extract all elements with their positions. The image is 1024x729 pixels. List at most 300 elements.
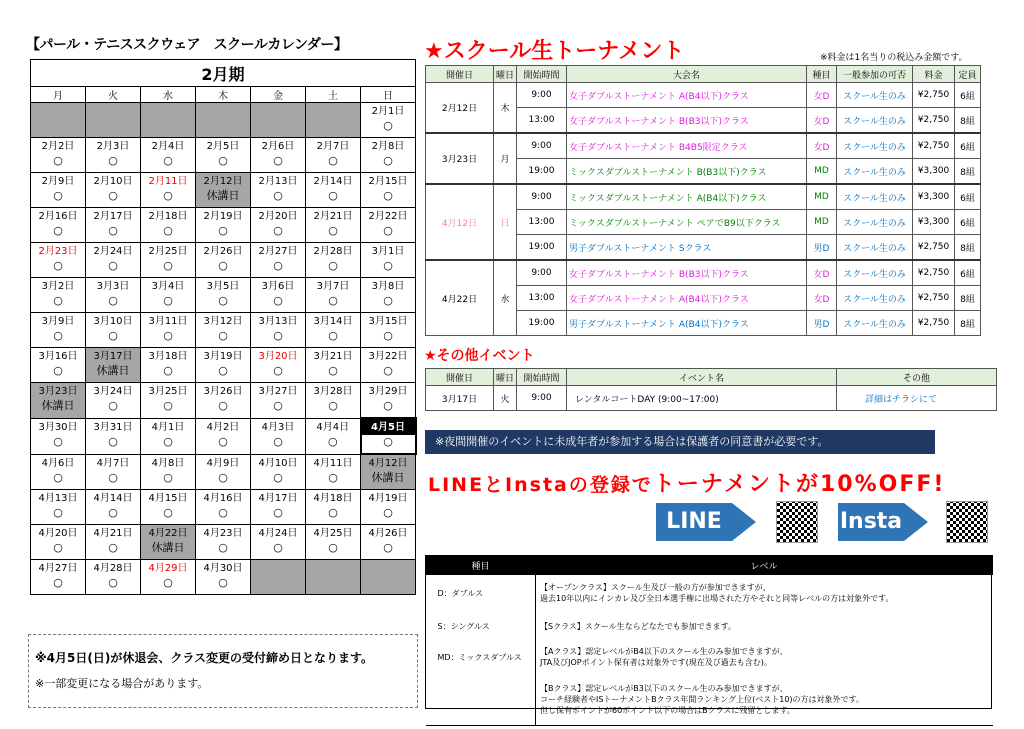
day-status: ○ (163, 364, 173, 377)
day-date: 3月17日 (93, 351, 133, 362)
calendar-day (86, 525, 141, 560)
day-date: 2月9日 (41, 176, 75, 187)
day-status: ○ (53, 154, 63, 167)
day-date: 4月10日 (258, 457, 298, 469)
day-date: 4月27日 (38, 563, 78, 574)
event-eligibility: スクール生のみ (837, 83, 913, 108)
day-status: ○ (218, 506, 228, 519)
document-title: 【パール・テニススクウェア スクールカレンダー】 (26, 37, 348, 53)
weekday-label: 火 (86, 87, 141, 103)
event-type: 男D (807, 311, 837, 336)
promo-banner (428, 467, 945, 498)
tournament-table (425, 65, 981, 336)
event-time: 9:00 (517, 184, 567, 210)
event-type: MD (807, 184, 837, 210)
event-fee: ¥2,750 (913, 286, 955, 311)
day-status: ○ (218, 224, 228, 237)
day-date: 4月3日 (261, 421, 295, 433)
day-status: ○ (108, 576, 118, 589)
event-name: ミックスダブルストーナメント ペアでB9以下クラス (567, 210, 807, 235)
calendar-day (361, 454, 416, 490)
other-event-row (426, 386, 997, 411)
calendar-week (31, 278, 416, 313)
day-status: ○ (273, 434, 283, 448)
level-description: 【オープンクラス】スクール生及び一般の方が参加できますが、 過去10年以内にインカレ及び全日本選手権に出場された方やそれと同等レベルの方は対象外です。 (540, 583, 894, 603)
day-status: ○ (218, 294, 228, 307)
calendar-day (31, 138, 86, 173)
event-date: 3月23日 (426, 133, 494, 184)
calendar-day (86, 173, 141, 208)
event-time: 9:00 (517, 133, 567, 159)
day-status: 休講日 (206, 189, 240, 202)
day-date: 3月8日 (371, 281, 405, 292)
calendar-day (251, 454, 306, 490)
tournament-col-header: 開始時間 (517, 66, 567, 83)
promo-text-a: LINEとInstaの登録で (428, 474, 653, 496)
day-date: 3月19日 (203, 351, 243, 362)
calendar-day (306, 208, 361, 243)
calendar-day (141, 418, 196, 454)
calendar-day (31, 173, 86, 208)
day-status: ○ (328, 470, 338, 484)
day-status: ○ (218, 329, 228, 342)
event-type: 女D (807, 83, 837, 108)
event-name: 男子ダブルストーナメント A(B4以下)クラス (567, 311, 807, 336)
level-kind: D：ダブルス (426, 575, 536, 612)
day-status: ○ (328, 259, 338, 272)
calendar-day (31, 208, 86, 243)
event-name: 女子ダブルストーナメント B(B3以下)クラス (567, 108, 807, 134)
day-date: 3月31日 (93, 421, 133, 433)
level-row (426, 673, 993, 726)
day-date: 4月26日 (368, 528, 408, 539)
calendar-day (141, 173, 196, 208)
note-deadline: ※4月5日(日)が休退会、クラス変更の受付締め日となります。 (35, 651, 374, 665)
tournament-col-header: 開催日 (426, 66, 494, 83)
calendar-day (361, 418, 416, 454)
day-status: ○ (53, 189, 63, 202)
day-date: 3月22日 (368, 351, 408, 362)
day-status: ○ (108, 434, 118, 448)
day-date: 3月10日 (93, 316, 133, 327)
event-fee: ¥2,750 (913, 133, 955, 159)
day-date: 2月16日 (38, 211, 78, 222)
insta-qr-code-icon[interactable] (946, 501, 988, 543)
event-weekday: 木 (494, 83, 517, 134)
day-date: 4月22日 (148, 528, 188, 539)
event-time: 13:00 (517, 210, 567, 235)
day-date: 3月21日 (313, 351, 353, 362)
calendar-day (31, 313, 86, 348)
day-date: 4月18日 (313, 493, 353, 504)
day-date: 4月28日 (93, 563, 133, 574)
day-status: ○ (108, 541, 118, 554)
day-date: 3月16日 (38, 351, 78, 362)
day-status: ○ (163, 506, 173, 519)
calendar-term: 2月期 (31, 60, 416, 87)
day-status: ○ (383, 189, 393, 202)
calendar-day (31, 383, 86, 419)
calendar-day (86, 418, 141, 454)
level-kind: MD：ミックスダブルス (426, 641, 536, 673)
day-date: 2月5日 (206, 141, 240, 152)
level-description: 【Bクラス】認定レベルがB3以下のスクール生のみ参加できますが、 コーチ経験者やISトーナメントBクラス年間ランキング上位(ベスト10)の方は対象外です。 但し保有ポイントが60ポイント以下の場合はBクラスに残留とします。 (536, 673, 993, 726)
event-time: 9:00 (517, 83, 567, 108)
calendar-empty-cell (306, 103, 361, 138)
level-description: 【Sクラス】スクール生ならどなたでも参加できます。 (540, 621, 737, 631)
calendar-day (31, 243, 86, 278)
day-date: 2月28日 (313, 246, 353, 257)
calendar-day (86, 383, 141, 419)
event-time: 19:00 (517, 311, 567, 336)
day-date: 3月27日 (258, 386, 298, 397)
day-date: 3月20日 (258, 351, 298, 362)
event-fee: ¥2,750 (913, 108, 955, 134)
calendar-week (31, 348, 416, 383)
tournament-col-header: 曜日 (494, 66, 517, 83)
day-status: ○ (218, 434, 228, 448)
event-name: 女子ダブルストーナメント B4B5限定クラス (567, 133, 807, 159)
calendar-day (86, 560, 141, 595)
calendar-empty-cell (86, 103, 141, 138)
day-date: 4月16日 (203, 493, 243, 504)
day-status: ○ (273, 294, 283, 307)
day-date: 2月25日 (148, 246, 188, 257)
calendar-week (31, 173, 416, 208)
event-type: 女D (807, 133, 837, 159)
weekday-label: 水 (141, 87, 196, 103)
day-status: ○ (328, 399, 338, 412)
day-date: 2月4日 (151, 141, 185, 152)
day-date: 2月24日 (93, 246, 133, 257)
calendar-day (196, 383, 251, 419)
day-date: 2月7日 (316, 141, 350, 152)
day-date: 3月30日 (38, 421, 78, 433)
day-status: ○ (218, 399, 228, 412)
calendar-empty-cell (141, 103, 196, 138)
day-date: 4月25日 (313, 528, 353, 539)
day-status: ○ (383, 329, 393, 342)
day-date: 4月1日 (151, 421, 185, 433)
event-capacity: 6組 (955, 184, 981, 210)
calendar-empty-cell (361, 560, 416, 595)
day-date: 4月24日 (258, 528, 298, 539)
day-status: ○ (383, 364, 393, 377)
day-status: ○ (328, 189, 338, 202)
day-status: ○ (108, 399, 118, 412)
calendar-notes (28, 634, 418, 708)
day-status: ○ (383, 119, 393, 132)
insta-button[interactable]: Insta (838, 503, 904, 541)
event-eligibility: スクール生のみ (837, 159, 913, 185)
other-event-weekday: 火 (494, 386, 517, 411)
other-col-header: 開催日 (426, 369, 494, 386)
event-date: 4月12日 (426, 184, 494, 260)
calendar-day (31, 418, 86, 454)
day-date: 3月15日 (368, 316, 408, 327)
event-time: 9:00 (517, 260, 567, 286)
day-status: ○ (53, 470, 63, 484)
day-date: 2月13日 (258, 176, 298, 187)
day-date: 2月15日 (368, 176, 408, 187)
tournament-col-header: 一般参加の可否 (837, 66, 913, 83)
day-date: 4月15日 (148, 493, 188, 504)
day-date: 2月20日 (258, 211, 298, 222)
day-status: ○ (163, 470, 173, 484)
calendar-day (196, 490, 251, 525)
event-fee: ¥2,750 (913, 83, 955, 108)
tournament-title: ★スクール生トーナメント (424, 39, 685, 64)
other-events-header (426, 369, 997, 386)
other-event-time: 9:00 (517, 386, 567, 411)
level-row (426, 641, 993, 673)
day-date: 3月4日 (151, 281, 185, 292)
event-weekday: 日 (494, 184, 517, 260)
event-capacity: 8組 (955, 311, 981, 336)
event-fee: ¥2,750 (913, 235, 955, 261)
calendar-day (196, 278, 251, 313)
day-date: 2月21日 (313, 211, 353, 222)
day-status: ○ (163, 224, 173, 237)
calendar-week (31, 313, 416, 348)
calendar-day (361, 243, 416, 278)
calendar-day (196, 313, 251, 348)
calendar-day (141, 313, 196, 348)
day-date: 3月13日 (258, 316, 298, 327)
day-status: ○ (273, 154, 283, 167)
day-date: 3月5日 (206, 281, 240, 292)
other-events-title: ★その他イベント (424, 348, 535, 364)
calendar-day (196, 173, 251, 208)
calendar-day (86, 490, 141, 525)
calendar-day (86, 208, 141, 243)
event-date: 4月22日 (426, 260, 494, 336)
day-date: 3月11日 (148, 316, 188, 327)
level-row (426, 611, 993, 641)
day-status: ○ (163, 399, 173, 412)
event-fee: ¥3,300 (913, 210, 955, 235)
event-capacity: 8組 (955, 235, 981, 261)
day-status: ○ (53, 364, 63, 377)
day-date: 3月29日 (368, 386, 408, 397)
weekday-label: 月 (31, 87, 86, 103)
day-date: 2月12日 (203, 176, 243, 187)
calendar-day (306, 173, 361, 208)
day-date: 2月11日 (148, 176, 188, 187)
calendar-day (86, 243, 141, 278)
day-status: ○ (328, 224, 338, 237)
day-date: 2月10日 (93, 176, 133, 187)
day-status: ○ (163, 329, 173, 342)
day-status: 休講日 (96, 364, 130, 377)
calendar-day (141, 490, 196, 525)
event-eligibility: スクール生のみ (837, 286, 913, 311)
day-status: ○ (383, 224, 393, 237)
tournament-row (426, 184, 981, 210)
day-date: 2月6日 (261, 141, 295, 152)
day-status: ○ (108, 470, 118, 484)
calendar-day (31, 278, 86, 313)
day-date: 2月23日 (38, 246, 78, 257)
day-date: 4月14日 (93, 493, 133, 504)
event-weekday: 水 (494, 260, 517, 336)
weekday-label: 土 (306, 87, 361, 103)
line-button[interactable]: LINE (656, 503, 732, 541)
calendar-day (361, 525, 416, 560)
tournament-col-header: 種目 (807, 66, 837, 83)
day-status: ○ (163, 154, 173, 167)
day-status: ○ (108, 189, 118, 202)
event-fee: ¥2,750 (913, 311, 955, 336)
day-status: ○ (53, 541, 63, 554)
calendar-day (196, 208, 251, 243)
level-header-kind: 種目 (426, 556, 536, 575)
arrow-right-icon (904, 503, 928, 541)
day-date: 4月30日 (203, 563, 243, 574)
day-status: ○ (53, 329, 63, 342)
day-status: ○ (163, 259, 173, 272)
calendar-day (196, 348, 251, 383)
day-status: ○ (53, 576, 63, 589)
calendar-day (141, 348, 196, 383)
event-eligibility: スクール生のみ (837, 311, 913, 336)
event-fee: ¥3,300 (913, 184, 955, 210)
day-status: ○ (383, 435, 393, 448)
day-date: 3月7日 (316, 281, 350, 292)
day-status: ○ (218, 470, 228, 484)
day-status: ○ (108, 506, 118, 519)
calendar-day (306, 313, 361, 348)
calendar-day (361, 278, 416, 313)
day-date: 4月13日 (38, 493, 78, 504)
calendar-week (31, 243, 416, 278)
calendar-day (31, 525, 86, 560)
calendar-day (361, 208, 416, 243)
day-status: ○ (53, 294, 63, 307)
promo-text-b: トーナメントが (652, 472, 820, 497)
day-status: ○ (328, 154, 338, 167)
day-status: 休講日 (371, 471, 405, 484)
day-status: ○ (163, 434, 173, 448)
level-description: 【Aクラス】認定レベルがB4以下のスクール生のみ参加できますが、 JTA及びJOPポイント保有者は対象外です(現在及び過去も含む)。 (540, 647, 788, 667)
event-name: ミックスダブルストーナメント A(B4以下)クラス (567, 184, 807, 210)
event-capacity: 8組 (955, 286, 981, 311)
tournament-col-header: 大会名 (567, 66, 807, 83)
weekday-label: 木 (196, 87, 251, 103)
calendar-day (306, 418, 361, 454)
calendar-day (251, 525, 306, 560)
day-date: 2月27日 (258, 246, 298, 257)
event-eligibility: スクール生のみ (837, 260, 913, 286)
event-type: 女D (807, 108, 837, 134)
other-col-header: イベント名 (567, 369, 837, 386)
event-time: 13:00 (517, 286, 567, 311)
day-date: 4月7日 (96, 457, 130, 469)
level-table (425, 555, 993, 726)
day-status: ○ (327, 434, 338, 448)
level-header-level: レベル (536, 556, 993, 575)
event-name: 男子ダブルストーナメント Sクラス (567, 235, 807, 261)
weekday-header (31, 87, 416, 103)
day-date: 3月9日 (41, 316, 75, 327)
day-status: ○ (273, 399, 283, 412)
calendar-day (196, 138, 251, 173)
event-date: 2月12日 (426, 83, 494, 134)
day-status: ○ (108, 154, 118, 167)
calendar-day (141, 243, 196, 278)
level-kind (426, 673, 536, 726)
day-date: 2月2日 (41, 141, 75, 152)
calendar-week (31, 208, 416, 243)
day-date: 2月17日 (93, 211, 133, 222)
line-qr-code-icon[interactable] (776, 501, 818, 543)
calendar-day (31, 454, 86, 490)
other-event-details-link[interactable]: 詳細はチラシにて (837, 386, 997, 411)
day-status: ○ (273, 470, 283, 484)
event-capacity: 8組 (955, 108, 981, 134)
promo-text-c: 10%OFF! (820, 472, 946, 497)
calendar-empty-cell (196, 103, 251, 138)
other-event-date: 3月17日 (426, 386, 494, 411)
calendar-empty-cell (251, 560, 306, 595)
event-eligibility: スクール生のみ (837, 108, 913, 134)
day-date: 2月22日 (368, 211, 408, 222)
day-date: 3月23日 (38, 386, 78, 397)
event-name: 女子ダブルストーナメント A(B4以下)クラス (567, 286, 807, 311)
day-date: 2月3日 (96, 141, 130, 152)
day-date: 4月6日 (41, 457, 75, 469)
day-status: ○ (273, 224, 283, 237)
event-name: 女子ダブルストーナメント A(B4以下)クラス (567, 83, 807, 108)
day-status: ○ (53, 506, 63, 519)
tournament-col-header: 料金 (913, 66, 955, 83)
day-date: 3月3日 (96, 281, 130, 292)
day-date: 3月2日 (41, 281, 75, 292)
note-change: ※一部変更になる場合があります。 (35, 677, 209, 690)
other-event-name: レンタルコートDAY (9:00~17:00) (567, 386, 837, 411)
calendar-day (251, 278, 306, 313)
event-eligibility: スクール生のみ (837, 133, 913, 159)
day-status: ○ (218, 541, 228, 554)
day-status: ○ (218, 259, 228, 272)
event-eligibility: スクール生のみ (837, 235, 913, 261)
calendar-week (31, 454, 416, 490)
calendar-day (86, 454, 141, 490)
day-date: 4月8日 (151, 457, 185, 469)
event-fee: ¥2,750 (913, 260, 955, 286)
day-status: ○ (328, 294, 338, 307)
calendar-day (86, 138, 141, 173)
day-date: 3月24日 (93, 386, 133, 397)
day-date: 4月19日 (368, 493, 408, 504)
calendar-week (31, 383, 416, 419)
day-status: ○ (328, 506, 338, 519)
event-type: 女D (807, 286, 837, 311)
calendar-day (141, 525, 196, 560)
calendar-week (31, 103, 416, 138)
calendar-week (31, 490, 416, 525)
day-date: 2月18日 (148, 211, 188, 222)
calendar-day (306, 454, 361, 490)
day-status: ○ (273, 541, 283, 554)
other-col-header: 開始時間 (517, 369, 567, 386)
day-date: 3月18日 (148, 351, 188, 362)
weekday-label: 金 (251, 87, 306, 103)
calendar-week (31, 525, 416, 560)
event-eligibility: スクール生のみ (837, 210, 913, 235)
other-col-header: その他 (837, 369, 997, 386)
calendar-day (251, 348, 306, 383)
